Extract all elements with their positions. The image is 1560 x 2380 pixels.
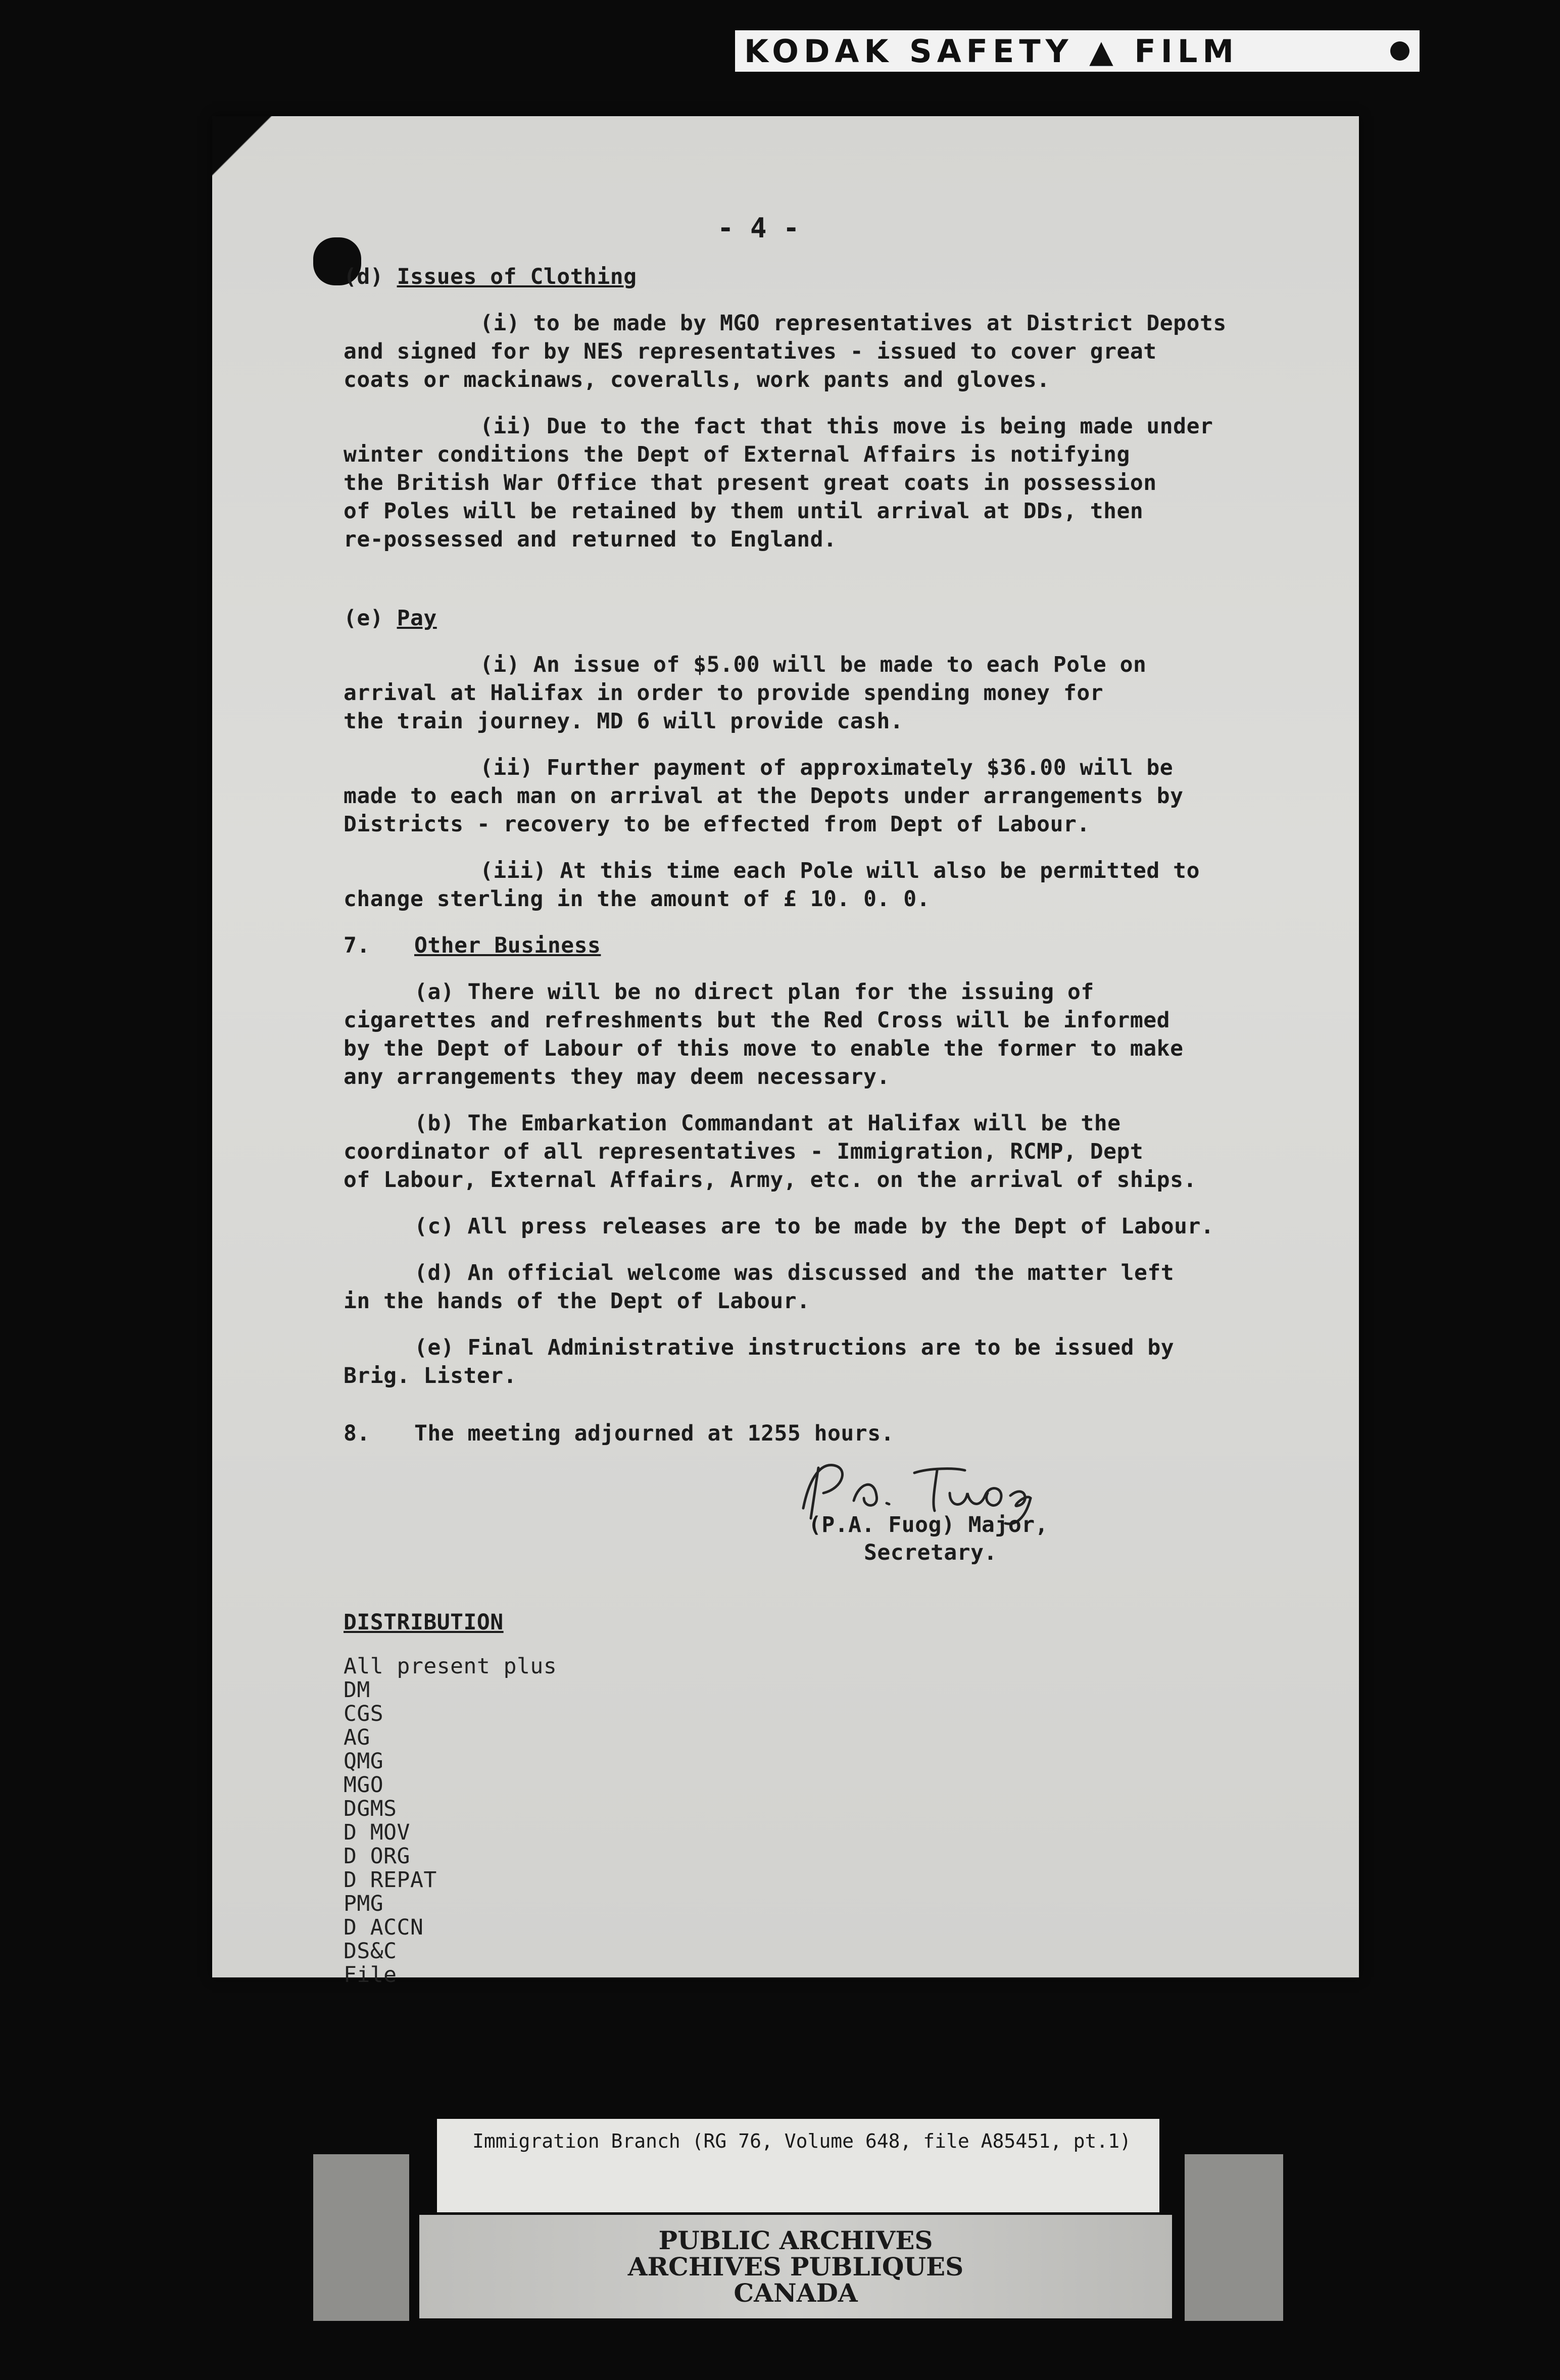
archive-reference-label: Immigration Branch (RG 76, Volume 648, file A85451, pt.1) xyxy=(437,2119,1159,2212)
section-7-number: 7. xyxy=(344,933,370,958)
distribution-item: CGS xyxy=(344,1701,384,1726)
section-e-label: (e) xyxy=(344,606,384,631)
signatory-name: (P.A. Fuog) Major, xyxy=(808,1512,1048,1538)
film-edge-label: KODAK SAFETY ▲ FILM xyxy=(744,32,1239,70)
section-8-text: The meeting adjourned at 1255 hours. xyxy=(414,1421,894,1446)
section-8 xyxy=(344,1419,1303,1448)
signatory-title: Secretary. xyxy=(864,1540,997,1565)
film-perforation-dot xyxy=(1390,41,1409,61)
section-8-number: 8. xyxy=(344,1421,370,1446)
distribution-item: DM xyxy=(344,1677,370,1703)
distribution-item: D ACCN xyxy=(344,1915,424,1940)
section-7-heading xyxy=(344,931,1303,960)
section-d-title: Issues of Clothing xyxy=(397,264,637,289)
section-d-item-1: (i) to be made by MGO representatives at District Depots and signed for by NES representatives - issued to cover great coats or mackinaws, coveralls, work pants and gloves. xyxy=(344,311,1227,392)
document-page xyxy=(212,116,1359,1988)
section-7-item-c: (c) All press releases are to be made by the Dept of Labour. xyxy=(414,1214,1214,1239)
archive-stamp-line: PUBLIC ARCHIVES xyxy=(658,2225,933,2255)
distribution-list xyxy=(344,1655,1303,1987)
archive-stamp-line: CANADA xyxy=(734,2277,858,2308)
section-e-item-2: (ii) Further payment of approximately $36.00 will be made to each man on arrival at the Depots under arrangements by Districts - recovery to be effected from Dept of Labour. xyxy=(344,755,1184,837)
distribution-heading: DISTRIBUTION xyxy=(344,1610,504,1635)
torn-corner xyxy=(212,116,308,187)
section-7-item-d: (d) An official welcome was discussed and the matter left in the hands of the Dept of Labour. xyxy=(344,1260,1175,1314)
distribution-item: AG xyxy=(344,1725,370,1750)
distribution-item: DGMS xyxy=(344,1796,397,1821)
distribution-item: D REPAT xyxy=(344,1867,437,1893)
distribution-item: PMG xyxy=(344,1891,384,1916)
footer-label-right xyxy=(1185,2154,1283,2321)
distribution-item: QMG xyxy=(344,1749,384,1774)
footer-label-left xyxy=(313,2154,409,2321)
film-edge-marking xyxy=(735,30,1420,72)
section-e-item-3: (iii) At this time each Pole will also be permitted to change sterling in the amount of £ 10. 0. 0. xyxy=(344,858,1200,912)
document-body xyxy=(344,263,1303,1987)
section-d-item-2: (ii) Due to the fact that this move is being made under winter conditions the Dept of External Affairs is notifying the British War Office that present great coats in possession of Poles will be retained by them until arrival at DDs, then re-possessed and returned to England. xyxy=(344,414,1213,552)
distribution-item: MGO xyxy=(344,1772,384,1798)
section-7-item-e: (e) Final Administrative instructions are to be issued by Brig. Lister. xyxy=(344,1335,1175,1389)
section-e-heading xyxy=(344,604,1303,632)
distribution-item: File xyxy=(344,1962,397,1988)
section-7-item-b: (b) The Embarkation Commandant at Halifax will be the coordinator of all representatives - Immigration, RCMP, Dept of Labour, External Affairs, Army, etc. on the arrival of ships. xyxy=(344,1111,1197,1193)
distribution-item: DS&C xyxy=(344,1939,397,1964)
section-d-heading xyxy=(344,263,1303,291)
archive-stamp-line: ARCHIVES PUBLIQUES xyxy=(627,2251,964,2282)
section-e-item-1: (i) An issue of $5.00 will be made to each Pole on arrival at Halifax in order to provide spending money for the train journey. MD 6 will provide cash. xyxy=(344,652,1147,734)
distribution-item: D ORG xyxy=(344,1844,410,1869)
signature-block xyxy=(344,1463,1303,1579)
section-7-item-a: (a) There will be no direct plan for the issuing of cigarettes and refreshments but the Red Cross will be informed by the Dept of Labour of this move to enable the former to make any arrangements they may deem necessary. xyxy=(344,979,1184,1089)
section-7-title: Other Business xyxy=(414,933,601,958)
distribution-item: All present plus xyxy=(344,1654,557,1679)
section-e-title: Pay xyxy=(397,606,437,631)
distribution-item: D MOV xyxy=(344,1820,410,1845)
section-d-label: (d) xyxy=(344,264,384,289)
archive-stamp xyxy=(419,2215,1172,2318)
page-number: - 4 - xyxy=(717,212,800,244)
